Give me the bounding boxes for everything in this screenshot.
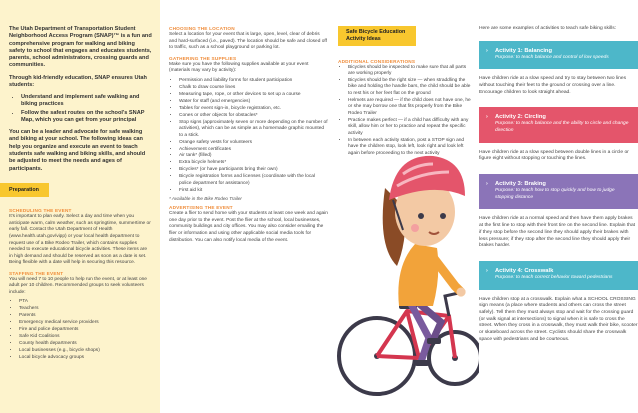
trailer-note: * Available in the Bike Rodeo Trailer <box>169 196 242 202</box>
planning-column <box>169 26 328 247</box>
kit-points-list <box>21 94 152 124</box>
list-item: • Water for staff (and emergencies) <box>179 99 328 105</box>
activity-description: Have children stop at a crosswalk. Explain what a SCHOOL CROSSING sign means (a place where students and others can cross the street safely). Tell them they must always stop and wait for the crossing guard (or walk signal at intersections) to signal when it is safe to cross the street. When they cross in a crosswalk, they must walk their bike, scooter or skateboard across the street. Cyclists should share the crosswalk space with pedestrians and be courteous. <box>479 296 638 342</box>
kit-intro: Through kid-friendly education, SNAP ensures Utah students: <box>9 74 147 88</box>
supplies-list <box>179 78 328 194</box>
list-item: • In between each activity station, post a STOP sign and have the children stop, look left, look right and look left again before proceeding to the next activity <box>348 138 473 157</box>
preparation-badge: Preparation <box>0 183 49 197</box>
bullet-icon: › <box>486 114 488 121</box>
list-item: • Orange safety vests for volunteers <box>179 140 328 146</box>
list-item: • Teachers <box>19 306 152 312</box>
list-item: • Parents <box>19 313 152 319</box>
activity-title: Activity 2: Circling <box>495 114 546 121</box>
activity-description: Have children ride at a normal speed and then have them apply brakes at the first line to stop with their front tire on the second line. Explain that if they stop before the second line they should apply their brakes with less pressure; if they stop after the second line they should apply their brakes harder. <box>479 216 636 249</box>
bullet-icon: › <box>486 47 488 54</box>
supplies-heading: GATHERING THE SUPPLIES <box>169 55 237 61</box>
scheduling-heading: SCHEDULING THE EVENT <box>9 208 72 214</box>
location-heading: CHOOSING THE LOCATION <box>169 26 235 31</box>
activity-title: Activity 1: Balancing <box>495 47 553 54</box>
activity-card <box>479 107 638 142</box>
list-item: • Understand and implement safe walking and biking practices <box>21 94 152 109</box>
list-item: • Follow the safest routes on the school's SNAP Map, which you can get from your principal <box>21 110 152 125</box>
activity-title: Activity 3: Braking <box>495 181 546 188</box>
activity-title: Activity 4: Crosswalk <box>495 267 554 274</box>
child-riding-bicycle-illustration <box>337 126 479 413</box>
staffing-text: You will need 7 to 10 people to help run the event, or at least one adult per 10 children. Recommended groups to seek volunteers include: <box>9 276 147 295</box>
list-item: • Helmets are required — if the child does not have one, he or she may borrow one that fits properly from the Bike Rodeo Trailer <box>348 98 473 117</box>
leader-paragraph: You can be a leader and advocate for safe walking and biking at your school. The following ideas can help you organize and execute an event to teach students safe walking and biking skills, and should be adjusted to meet the needs and ages of participants. <box>9 129 146 172</box>
list-item: • Bicycles* (or have participants bring their own) <box>179 167 328 173</box>
list-item: • PTA <box>19 299 152 305</box>
list-item: • Practice makes perfect — if a child has difficulty with any skill, allow him or her to practice and repeat the specific activity <box>348 118 473 137</box>
considerations-heading: ADDITIONAL CONSIDERATIONS <box>338 58 416 64</box>
activity-card <box>479 41 638 70</box>
advertising-text: Create a flier to send home with your students at least one week and again one day prior to the event. Post the flier at the school, local businesses, community buildings and city offices. You may also consider emailing the flier or information and using other applicable social media tools for distribution. You can also notify local media of the event. <box>169 211 328 243</box>
list-item: • Cones or other objects for obstacles* <box>179 113 328 119</box>
activity-purpose: Purpose: to teach how to stop quickly and how to judge stopping distance <box>495 188 615 200</box>
list-item: • Tables for event sign-in, bicycle registration, etc. <box>179 106 328 112</box>
list-item: • Bicycles should be the right size — when straddling the bike and holding the handle bars, the child should be able to rest his or her feet flat on the ground <box>348 78 473 97</box>
bullet-icon: › <box>486 181 488 188</box>
list-item: • Extra bicycle helmets* <box>179 160 328 166</box>
list-item: • Permission and liability forms for student participation <box>179 78 328 84</box>
list-item: • Achievement certificates <box>179 147 328 153</box>
volunteer-groups-list <box>19 299 152 361</box>
list-item: • Measuring tape, rope, or other devices to set up a course <box>179 92 328 98</box>
activity-ideas-badge: Safe Bicycle Education Activity Ideas <box>338 26 416 46</box>
list-item: • Chalk to draw course lines <box>179 85 328 91</box>
activity-purpose: Purpose: to teach correct behavior toward pedestrians <box>495 274 613 280</box>
list-item: • Local businesses (e.g., bicycle shops) <box>19 348 152 354</box>
list-item: • Safe Kid Coalitions <box>19 334 152 340</box>
activity-description: Have children ride at a slow speed between double lines in a circle or figure eight without stopping or touching the lines. <box>479 149 629 162</box>
activity-description: Have children ride at a slow speed and try to stay between two lines without touching their feet to the ground or crossing over a line. Encourage children to look straight ahead. <box>479 76 627 95</box>
list-item: • Fire and police departments <box>19 327 152 333</box>
activities-intro: Here are some examples of activities to teach safe biking skills: <box>479 26 616 31</box>
intro-paragraph: The Utah Department of Transportation Student Neighborhood Access Program (SNAP)™ is a fun and comprehensive program for walking and biking safety to school that engages and educates students, parents, school administrators, crossing guards and communities. <box>9 26 152 69</box>
location-text: Select a location for your event that is large, open, level, clear of debris and hard-surfaced (i.e., paved). The location should be safe and closed off to traffic, such as a school playground or parking lot. <box>169 32 327 51</box>
bullet-icon: › <box>486 267 488 274</box>
scheduling-text: It's important to plan early. Select a day and time when you anticipate warm, calm weather, such as springtime, summertime or early fall. Contact the Utah Department of Health (www.health.utah.gov/vipp) or your local health department to request use of a Bike Rodeo Trailer, which contains supplies needed to execute educational bicycle activities. These items are in high demand and should be reserved as soon as a date is set. Being flexible with a date will help in securing this resource. <box>9 214 151 266</box>
list-item: • Air tank* (filled) <box>179 153 328 159</box>
list-item: • Emergency medical service providers <box>19 320 152 326</box>
sidebar-column <box>0 0 160 413</box>
activity-purpose: Purpose: to teach balance and the ability to circle and change direction <box>495 121 629 134</box>
activity-card <box>479 261 638 290</box>
activity-purpose: Purpose: to teach balance and control of low speeds <box>495 54 609 60</box>
list-item: • Local bicycle advocacy groups <box>19 355 152 361</box>
list-item: • Stop signs (approximately seven or more depending on the number of activities), which can be as simple as a homemade graphic mounted to a stick. <box>179 120 328 139</box>
list-item: • First aid kit <box>179 188 328 194</box>
staffing-heading: STAFFING THE EVENT <box>9 270 64 276</box>
list-item: • County health departments <box>19 341 152 347</box>
advertising-heading: ADVERTISING THE EVENT <box>169 205 233 211</box>
list-item: • Bicycle registration forms and licenses (coordinate with the local police department for assistance) <box>179 174 328 187</box>
activity-card <box>479 174 638 209</box>
activities-column <box>479 26 638 355</box>
supplies-text: Make sure you have the following supplies available at your event (materials may vary by activity): <box>169 61 309 74</box>
list-item: • Bicycles should be inspected to make sure that all parts are working properly <box>348 65 473 78</box>
